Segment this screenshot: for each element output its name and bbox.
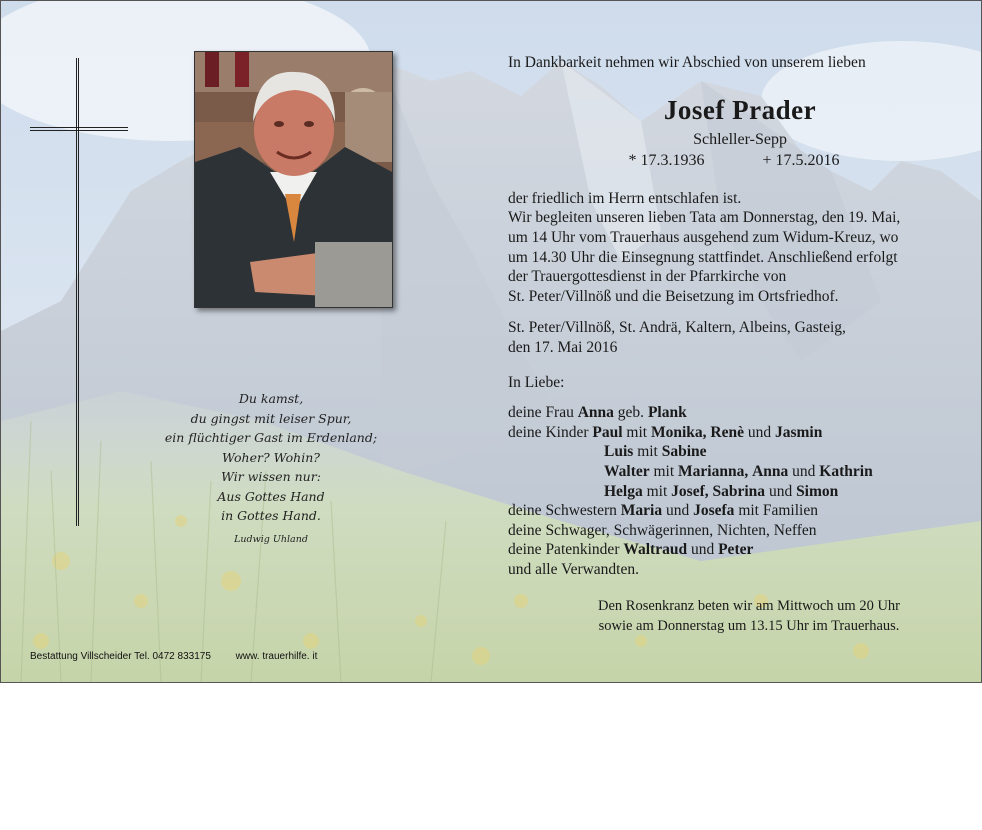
deceased-name: Josef Prader [663,94,817,125]
portrait-image [195,52,392,307]
cross-icon-horizontal [30,127,128,131]
family-row-child3: Walter mit Marianna, Anna und Kathrin [604,462,873,480]
family-row-sisters: deine Schwestern Maria und Josefa mit Familien [508,502,818,520]
family-row-children: deine Kinder Paul mit Monika, Renè und Jasmin [508,423,823,441]
announcement-line: St. Peter/Villnöß und die Beisetzung im Ortsfriedhof. [508,287,839,305]
date-line: den 17. Mai 2016 [508,338,618,356]
family-row-wife: deine Frau Anna geb. Plank [508,404,687,422]
poem-line: du gingst mit leiser Spur, [190,410,352,426]
poem [151,389,391,549]
poem-line: ein flüchtiger Gast im Erdenland; [164,430,378,445]
family-row-child2: Luis mit Sabine [604,443,707,461]
announcement-line: der Trauergottesdienst in der Pfarrkirche von [508,268,787,286]
places: St. Peter/Villnöß, St. Andrä, Kaltern, Albeins, Gasteig, [508,319,846,337]
rosary-notice [508,596,958,636]
poem-author: Ludwig Uhland [234,533,308,545]
family-row-godchildren: deine Patenkinder Waltraud und Peter [508,541,754,559]
announcement-line: Wir begleiten unseren lieben Tata am Donnerstag, den 19. Mai, [508,209,901,227]
family-row-relatives: und alle Verwandten. [508,560,639,578]
funeral-home-contact: Bestattung Villscheider Tel. 0472 833175 [30,651,211,662]
life-dates [508,151,958,171]
announcement [508,189,958,307]
announcement-line: der friedlich im Herrn entschlafen ist. [508,189,742,207]
nickname: Schleller-Sepp [693,130,787,148]
rosary-line: sowie am Donnerstag um 13.15 Uhr im Trauerhaus. [598,618,900,635]
poem-line: Du kamst, [238,391,304,406]
poem-line: Aus Gottes Hand [217,488,325,504]
death-date: + 17.5.2016 [762,152,840,170]
poem-line: in Gottes Hand. [221,508,321,523]
family-row-inlaws: deine Schwager, Schwägerinnen, Nichten, Neffen [508,521,817,539]
birth-date: * 17.3.1936 [628,152,705,170]
footer [30,651,339,662]
family-list [508,403,958,579]
portrait-photo [194,51,393,308]
place-date [508,318,958,357]
family-row-child4: Helga mit Josef, Sabrina und Simon [604,482,839,500]
obituary-text [508,53,958,636]
rosary-line: Den Rosenkranz beten wir am Mittwoch um 20 Uhr [597,598,900,615]
intro-line: In Dankbarkeit nehmen wir Abschied von unserem lieben [508,54,866,71]
announcement-line: um 14 Uhr vom Trauerhaus ausgehend zum Widum-Kreuz, wo [508,228,899,246]
website-link[interactable]: www. trauerhilfe. it [235,651,318,662]
in-love-heading: In Liebe: [508,373,565,391]
poem-line: Woher? Wohin? [222,449,320,465]
announcement-line: um 14.30 Uhr die Einsegnung stattfindet. Anschließend erfolgt [508,248,898,266]
poem-line: Wir wissen nur: [221,469,321,484]
